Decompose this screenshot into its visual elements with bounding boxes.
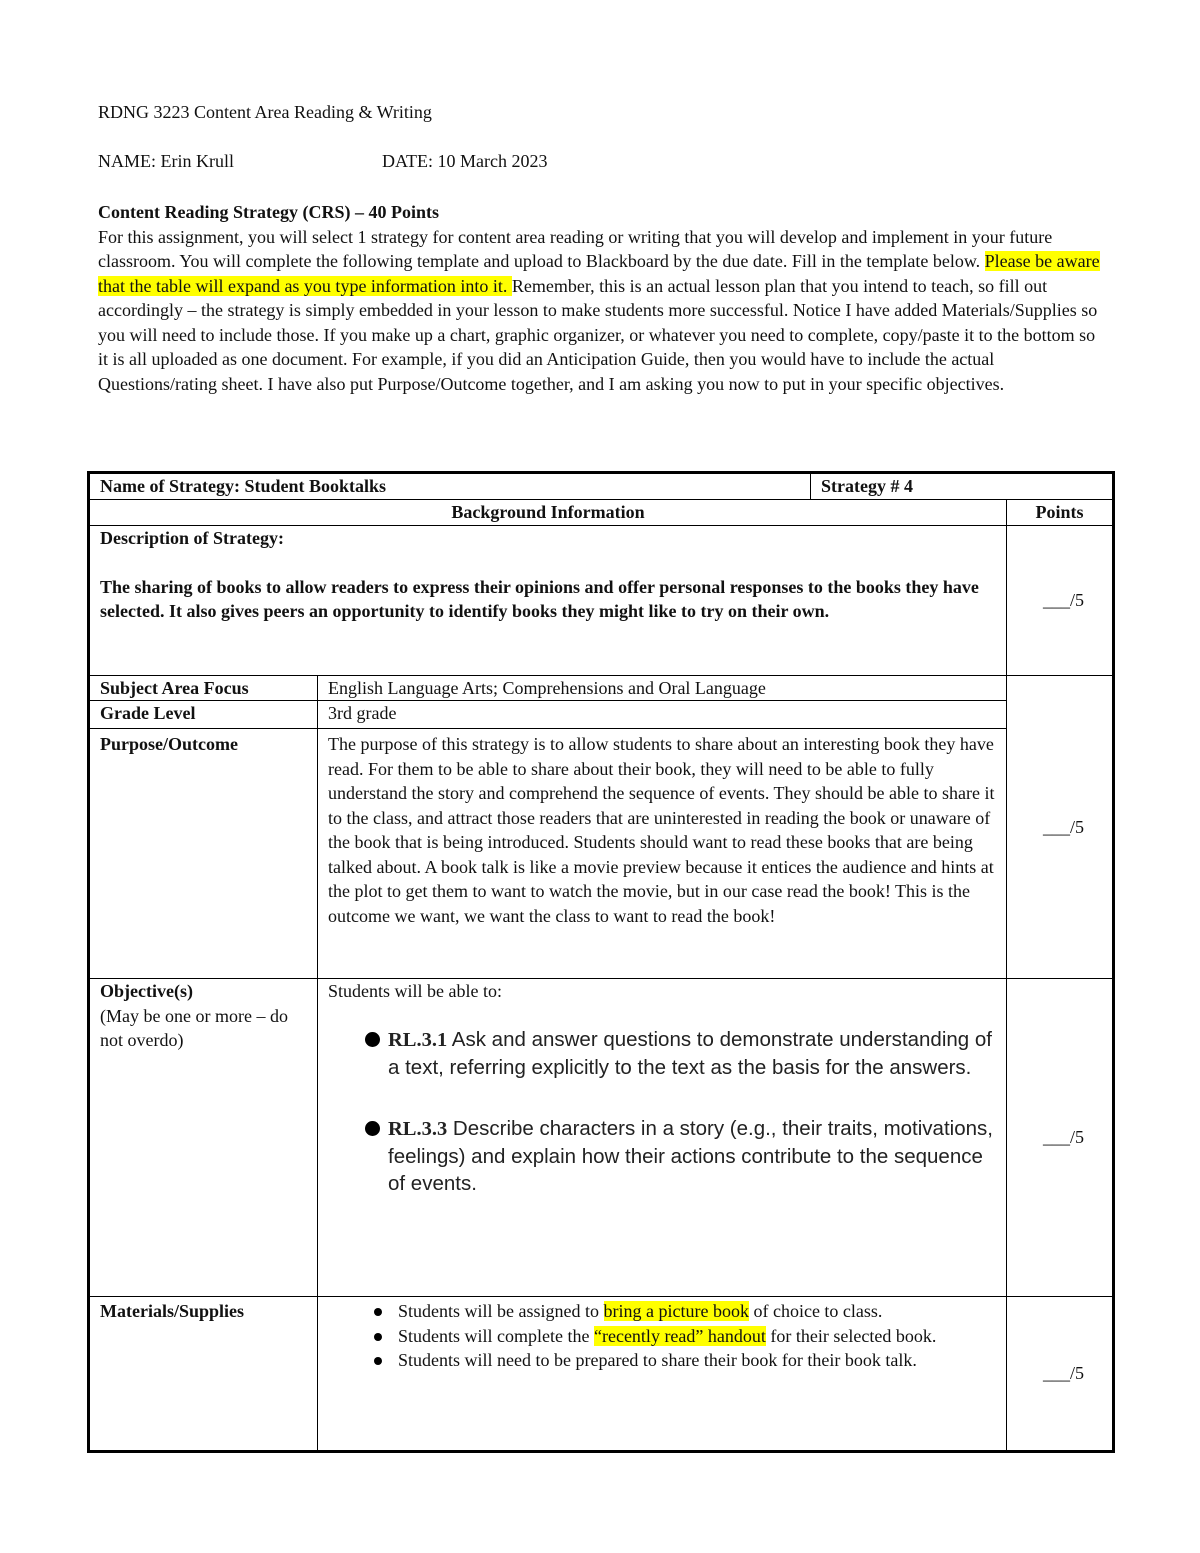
bullet-icon bbox=[365, 1121, 380, 1136]
objectives-cell bbox=[318, 979, 1007, 1297]
description-cell bbox=[89, 525, 1007, 675]
grade-value: 3rd grade bbox=[318, 701, 1007, 729]
objectives-note: (May be one or more – do not overdo) bbox=[100, 1005, 288, 1050]
purpose-value: The purpose of this strategy is to allow students to share about an interesting book they have read. For them to be able to share about their book, they will need to be able to fully understand the story and comprehend the sequence of events. They should be able to share it to the class, and attract those readers that are uninterested in reading the book or unaware of the book that is being introduced. Students should want to read these books that are being talked about. A book talk is like a movie preview because it entices the audience and hints at the plot to get them to want to watch the movie, but in our case read the book! This is the outcome we want, we want the class to want to read the book! bbox=[318, 729, 1007, 979]
objectives-label-cell bbox=[89, 979, 318, 1297]
student-name: NAME: Erin Krull bbox=[98, 151, 234, 171]
objectives-intro: Students will be able to: bbox=[328, 981, 502, 1001]
strategy-table bbox=[87, 471, 1115, 1453]
points-header: Points bbox=[1007, 499, 1114, 525]
objectives-list bbox=[328, 1026, 996, 1197]
description-label: Description of Strategy: bbox=[100, 527, 284, 548]
materials-score: ___/5 bbox=[1007, 1297, 1114, 1452]
assignment-instructions bbox=[98, 200, 1108, 396]
bullet-icon bbox=[374, 1308, 382, 1316]
assignment-date: DATE: 10 March 2023 bbox=[382, 151, 548, 171]
subject-value: English Language Arts; Comprehensions and Oral Language bbox=[318, 675, 1007, 701]
materials-cell bbox=[318, 1297, 1007, 1452]
material-item: Students will complete the “recently read” handout for their selected book. bbox=[328, 1324, 996, 1349]
objectives-score: ___/5 bbox=[1007, 979, 1114, 1297]
strategy-number: Strategy # 4 bbox=[811, 473, 1114, 500]
materials-label: Materials/Supplies bbox=[89, 1297, 318, 1452]
purpose-label: Purpose/Outcome bbox=[89, 729, 318, 979]
materials-list bbox=[328, 1299, 996, 1373]
bullet-icon bbox=[374, 1357, 382, 1365]
objective-item: RL.3.1 Ask and answer questions to demonstrate understanding of a text, referring explicitly to the text as the basis for the answers. bbox=[328, 1026, 996, 1081]
assignment-title: Content Reading Strategy (CRS) – 40 Points bbox=[98, 202, 439, 222]
description-text: The sharing of books to allow readers to express their opinions and offer personal responses to the books they have selected. It also gives peers an opportunity to identify books they might like to try on their own. bbox=[100, 576, 979, 621]
material-item: Students will need to be prepared to share their book for their book talk. bbox=[328, 1348, 996, 1373]
grade-label: Grade Level bbox=[89, 701, 318, 729]
bullet-icon bbox=[365, 1032, 380, 1047]
material-item: Students will be assigned to bring a picture book of choice to class. bbox=[328, 1299, 996, 1324]
purpose-score: ___/5 bbox=[1007, 675, 1114, 979]
subject-label: Subject Area Focus bbox=[89, 675, 318, 701]
objective-item: RL.3.3 Describe characters in a story (e.g., their traits, motivations, feelings) and explain how their actions contribute to the sequence of events. bbox=[328, 1115, 996, 1197]
strategy-name: Name of Strategy: Student Booktalks bbox=[89, 473, 811, 500]
objectives-label: Objective(s) bbox=[100, 981, 193, 1001]
assignment-body: For this assignment, you will select 1 strategy for content area reading or writing that you will develop and implement in your future classroom. You will complete the following template and upload to Blackboard by the due date. Fill in the template below. Please be aware that the table will expand as you type information into it. Remember, this is an actual lesson plan that you intend to teach, so fill out accordingly – the strategy is simply embedded in your lesson to make students more successful. Notice I have added Materials/Supplies so you will need to include those. If you make up a chart, graphic organizer, or whatever you need to complete, copy/paste it to the bottom so it is all uploaded as one document. For example, if you did an Anticipation Guide, then you would have to include the actual Questions/rating sheet. I have also put Purpose/Outcome together, and I am asking you now to put in your specific objectives. bbox=[98, 226, 1100, 394]
description-score: ___/5 bbox=[1007, 525, 1114, 675]
background-header: Background Information bbox=[89, 499, 1007, 525]
highlighted-notice: Please be aware that the table will expand as you type information into it. bbox=[98, 251, 1100, 296]
bullet-icon bbox=[374, 1333, 382, 1341]
course-title: RDNG 3223 Content Area Reading & Writing bbox=[98, 102, 432, 122]
